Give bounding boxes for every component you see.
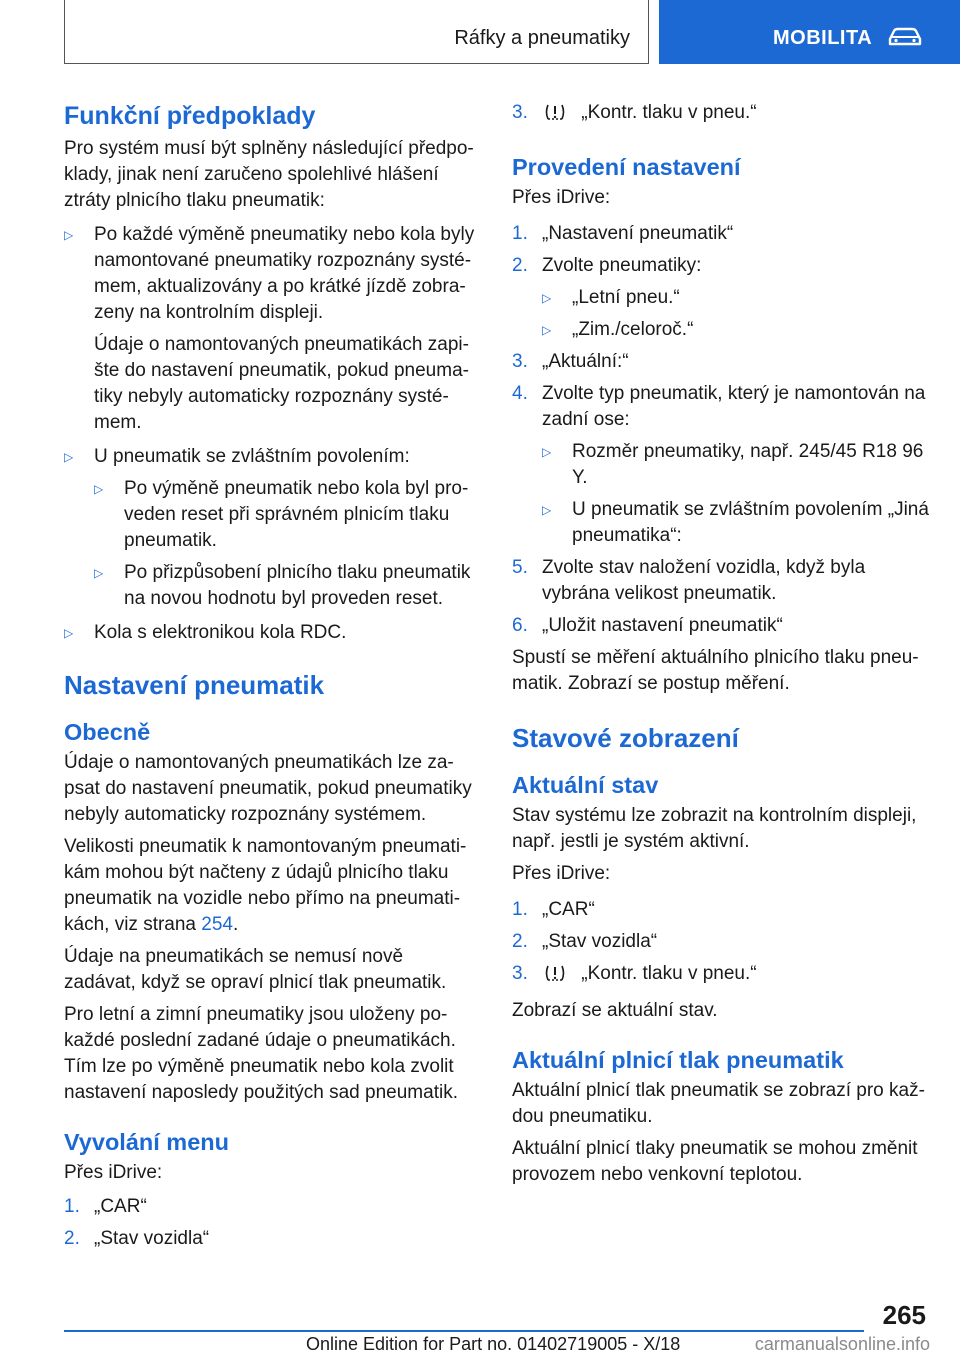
list-item [512,253,932,279]
list-item-text: „Uložit nastavení pneumatik“ [542,615,783,636]
list-item [512,897,932,923]
list-item [512,349,932,375]
list-item [64,560,476,612]
list-item [512,221,932,247]
heading-perform-settings: Provedení nastavení [512,154,741,180]
heading-call-menu: Vyvolání menu [64,1129,229,1155]
list-item [64,476,476,554]
list-item-text: Zvolte stav naložení vozidla, když byla vybrána velikost pneumatik. [542,557,866,604]
step-number: 4. [512,383,528,404]
list-item-text: Zvolte typ pneumatik, který je namontován na zadní ose: [542,383,926,430]
step-number: 1. [512,899,528,920]
bullet-triangle-icon: ▷ [542,503,552,517]
page-number: 265 [882,1300,926,1330]
list-item [512,961,932,990]
paragraph [64,834,476,938]
edition-note: Online Edition for Part no. 01402719005 - X/18 [306,1334,681,1354]
list-item [512,317,932,343]
car-icon [887,27,923,52]
tire-pressure-warning-icon [544,103,566,129]
list-item-text: „Nastavení pneumatik“ [542,223,734,244]
list-item-text: „CAR“ [94,1196,147,1217]
paragraph: Aktuální plnicí tlaky pneumatik se mohou změnit provozem nebo venkovní teplotou. [512,1138,918,1185]
list-item-text: Kola s elektronikou kola RDC. [94,622,347,643]
watermark: carmanualsonline.info [754,1334,930,1354]
bullet-triangle-icon: ▷ [542,323,552,337]
paragraph: Údaje o namontovaných pneumatikách zapi-šte do nastavení pneumatik, pokud pneuma-tiky nebyly automaticky rozpoznány systé-mem. [94,334,469,433]
list-item-text: U pneumatik se zvláštním povolením: [94,446,410,467]
tire-pressure-warning-icon [544,964,566,990]
paragraph: Přes iDrive: [512,863,611,884]
bullet-triangle-icon: ▷ [94,566,104,580]
step-number: 3. [512,351,528,372]
heading-function-prerequisites: Funkční předpoklady [64,102,316,130]
list-item [64,1226,476,1252]
step-number: 2. [64,1228,80,1249]
list-item-text: „Letní pneu.“ [572,287,680,308]
list-item-text: „Zim./celoroč.“ [572,319,694,340]
right-column [512,100,932,1188]
heading-status-display: Stavové zobrazení [512,723,739,753]
bullet-triangle-icon: ▷ [64,228,74,242]
heading-tire-settings: Nastavení pneumatik [64,670,325,700]
step-number: 3. [512,102,528,123]
list-item [512,613,932,639]
list-item [64,444,476,470]
heading-current-pressure: Aktuální plnicí tlak pneumatik [512,1047,844,1073]
list-item-text: Po každé výměně pneumatiky nebo kola byly namontované pneumatiky rozpoznány systé-mem, aktualizovány a po krátké jízdě zobra-zeny na kontrolním displeji. [94,224,475,323]
step-number: 1. [512,223,528,244]
heading-current-status: Aktuální stav [512,772,659,798]
bullet-triangle-icon: ▷ [542,291,552,305]
page-link[interactable]: 254 [201,914,233,935]
list-item [512,100,932,129]
list-item-text: Po výměně pneumatik nebo kola byl pro-veden reset při správném plnicím tlaku pneumatik. [124,478,469,551]
paragraph-text: Velikosti pneumatik k namontovaným pneumati-kám mohou být načteny z údajů plnicího tlaku pneumatik na vozidle nebo přímo na pneumati-kách, viz strana [64,836,467,935]
list-item [512,381,932,433]
list-item [64,620,476,646]
heading-general: Obecně [64,719,151,745]
header-section-box [64,0,649,64]
paragraph: Zobrazí se aktuální stav. [512,1000,718,1021]
list-item-text: Zvolte pneumatiky: [542,255,702,276]
list-item-text: „Stav vozidla“ [542,931,658,952]
list-item-text: „Kontr. tlaku v pneu.“ [581,102,757,123]
paragraph: Aktuální plnicí tlak pneumatik se zobrazí pro kaž-dou pneumatiku. [512,1080,925,1127]
list-item [512,439,932,491]
list-item-text: „Kontr. tlaku v pneu.“ [581,963,757,984]
bullet-triangle-icon: ▷ [542,445,552,459]
chapter-tab-label: MOBILITA [773,27,873,49]
paragraph: Spustí se měření aktuálního plnicího tlaku pneu-matik. Zobrazí se postup měření. [512,647,919,694]
paragraph: Přes iDrive: [512,187,611,208]
list-item [512,285,932,311]
step-number: 5. [512,557,528,578]
chapter-tab[interactable] [659,0,960,64]
step-number: 3. [512,963,528,984]
list-item-text: „Stav vozidla“ [94,1228,210,1249]
list-item [64,222,476,326]
paragraph-text: . [232,914,239,935]
list-item [512,929,932,955]
footer-divider [64,1330,864,1332]
list-item [512,497,932,549]
step-number: 1. [64,1196,80,1217]
list-item-text: U pneumatik se zvláštním povolením „Jiná pneumatika“: [572,499,929,546]
step-number: 2. [512,255,528,276]
step-number: 2. [512,931,528,952]
paragraph: Údaje o namontovaných pneumatikách lze za-psat do nastavení pneumatik, pokud pneumatiky nebyly automaticky rozpoznány systémem. [64,752,472,825]
bullet-triangle-icon: ▷ [64,450,74,464]
section-title: Ráfky a pneumatiky [454,27,630,49]
list-item-text: „Aktuální:“ [542,351,629,372]
list-item [512,555,932,607]
list-item-text: Po přizpůsobení plnicího tlaku pneumatik na novou hodnotu byl proveden reset. [124,562,471,609]
step-number: 6. [512,615,528,636]
paragraph: Pro systém musí být splněny následující předpo-klady, jinak není zaručeno spolehlivé hlášení ztráty plnicího tlaku pneumatik: [64,138,474,211]
list-item-text: „CAR“ [542,899,595,920]
bullet-triangle-icon: ▷ [94,482,104,496]
list-item [64,1194,476,1220]
paragraph: Přes iDrive: [64,1162,163,1183]
paragraph: Pro letní a zimní pneumatiky jsou uloženy po-každé poslední zadané údaje o pneumatikách. Tím lze po výměně pneumatik nebo kola zvolit nastavení naposledy použitých sad pneumatik. [64,1004,458,1103]
bullet-triangle-icon: ▷ [64,626,74,640]
paragraph: Údaje na pneumatikách se nemusí nově zadávat, když se opraví plnicí tlak pneumatik. [64,946,447,993]
list-item-text: Rozměr pneumatiky, např. 245/45 R18 96 Y. [572,441,924,488]
paragraph: Stav systému lze zobrazit na kontrolním displeji, např. jestli je systém aktivní. [512,805,917,852]
left-column [64,100,476,1252]
